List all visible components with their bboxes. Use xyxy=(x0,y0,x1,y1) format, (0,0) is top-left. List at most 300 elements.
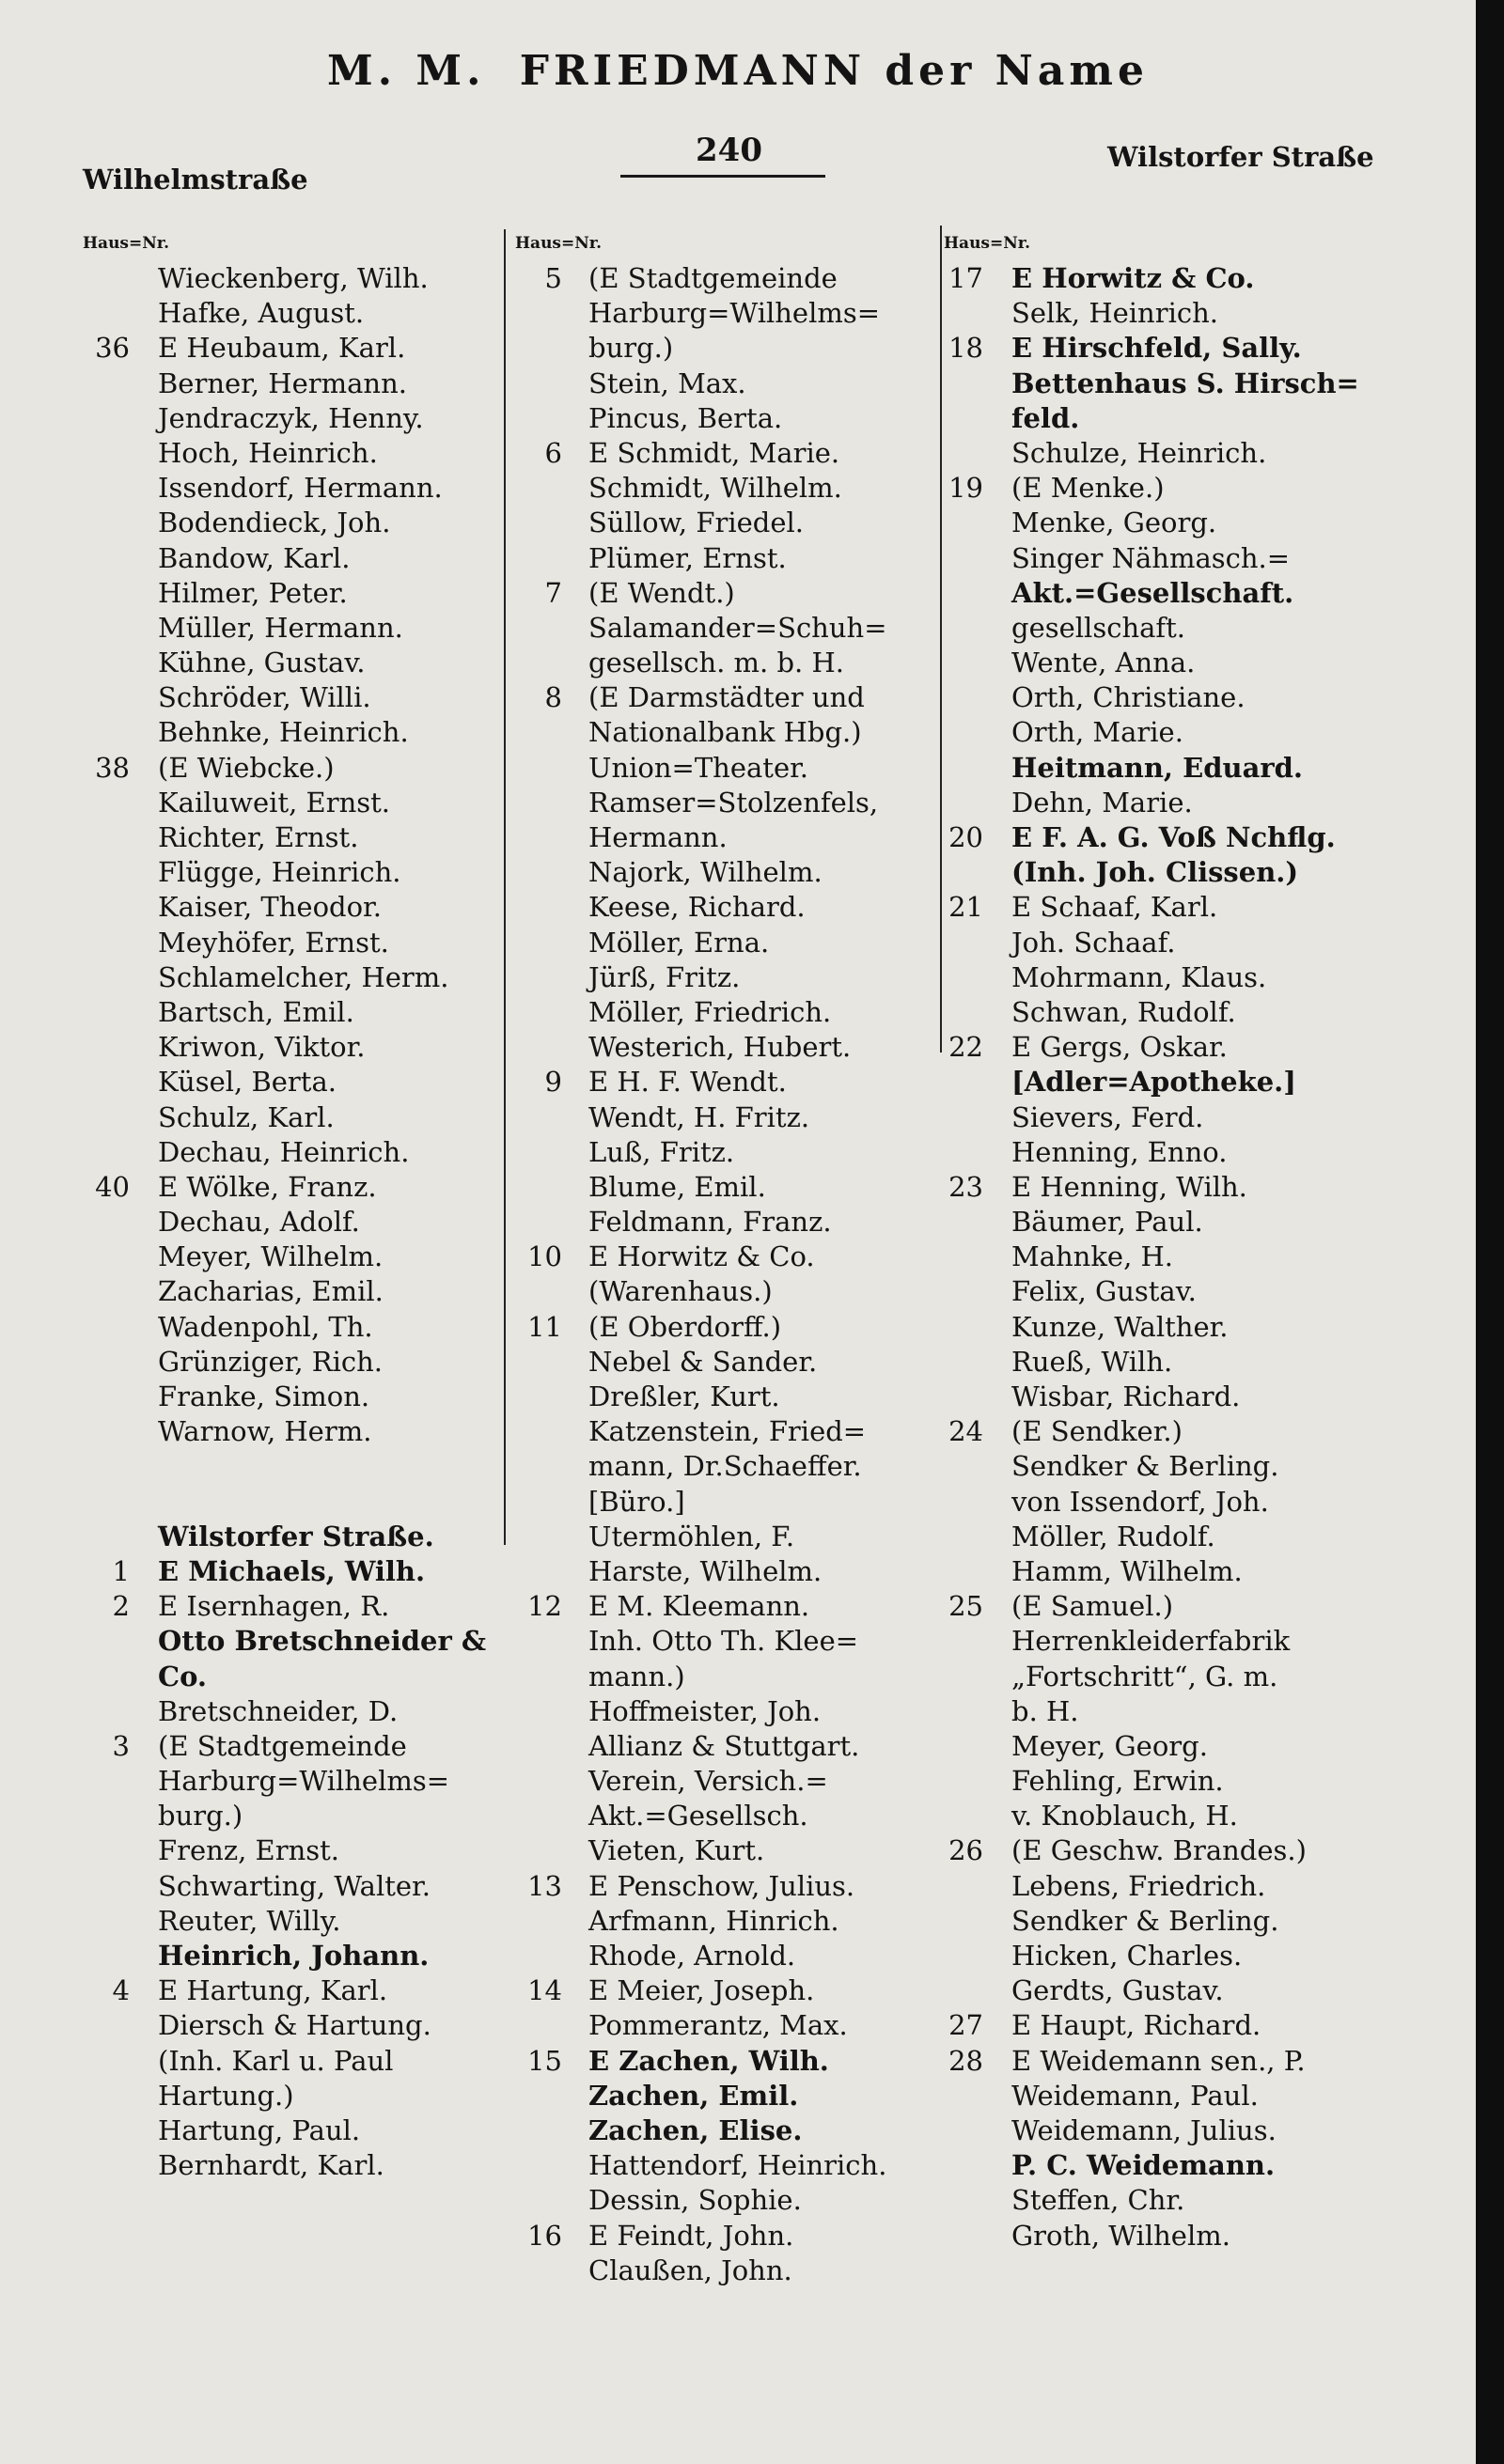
directory-entry xyxy=(944,331,1376,366)
resident-name: Dreßler, Kurt. xyxy=(588,1380,780,1412)
directory-entry xyxy=(83,1799,496,1833)
directory-entry xyxy=(83,1694,496,1729)
resident-name: Union=Theater. xyxy=(588,751,809,784)
directory-entry xyxy=(944,855,1376,890)
resident-name: Hattendorf, Heinrich. xyxy=(588,2149,887,2182)
directory-entry xyxy=(944,786,1376,820)
resident-name: Richter, Ernst. xyxy=(158,821,359,853)
directory-entry xyxy=(515,331,943,366)
directory-entry xyxy=(83,366,496,401)
resident-name: E Haupt, Richard. xyxy=(1011,2009,1261,2042)
directory-entry xyxy=(944,960,1376,995)
resident-name: E Isernhagen, R. xyxy=(158,1590,390,1623)
directory-entry xyxy=(944,1973,1376,2008)
directory-entry xyxy=(515,960,943,995)
directory-entry xyxy=(515,1135,943,1170)
directory-entry xyxy=(944,1624,1376,1659)
resident-name: Keese, Richard. xyxy=(588,891,806,924)
directory-entry xyxy=(944,751,1376,786)
resident-name: Frenz, Ernst. xyxy=(158,1834,340,1867)
directory-entry xyxy=(515,1729,943,1764)
resident-name: E M. Kleemann. xyxy=(588,1590,810,1623)
directory-entry xyxy=(515,1380,943,1414)
directory-entry xyxy=(944,2148,1376,2183)
directory-entry xyxy=(944,2044,1376,2079)
resident-name: E Michaels, Wilh. xyxy=(158,1554,426,1587)
directory-entry xyxy=(944,2113,1376,2148)
directory-entry xyxy=(515,1660,943,1694)
directory-entry xyxy=(944,2219,1376,2253)
directory-entry xyxy=(944,1170,1376,1205)
directory-entry xyxy=(83,1589,496,1624)
directory-entry xyxy=(83,715,496,750)
resident-name: Reuter, Willy. xyxy=(158,1904,341,1937)
resident-name: mann.) xyxy=(588,1660,685,1692)
house-number: 11 xyxy=(527,1310,562,1343)
directory-entry xyxy=(515,1345,943,1380)
directory-entry xyxy=(83,1485,496,1520)
directory-entry xyxy=(944,2008,1376,2043)
house-number: 9 xyxy=(544,1066,562,1099)
directory-entry xyxy=(83,820,496,855)
house-number: 17 xyxy=(948,262,983,294)
house-number: 20 xyxy=(948,821,983,853)
resident-name: E Hirschfeld, Sally. xyxy=(1011,332,1302,365)
resident-name: Jendraczyk, Henny. xyxy=(158,401,424,434)
directory-entry xyxy=(515,401,943,436)
resident-name: Schröder, Willi. xyxy=(158,681,371,714)
directory-entry xyxy=(944,541,1376,576)
resident-name: Heinrich, Johann. xyxy=(158,1940,430,1972)
house-number: 6 xyxy=(544,436,562,469)
directory-entry xyxy=(83,680,496,715)
resident-name: Arfmann, Hinrich. xyxy=(588,1904,839,1937)
directory-entry xyxy=(944,1589,1376,1624)
directory-entry xyxy=(944,261,1376,296)
house-number: 5 xyxy=(544,262,562,294)
resident-name: Katzenstein, Fried= xyxy=(588,1415,867,1448)
directory-entry xyxy=(83,1520,496,1554)
resident-name: Hilmer, Peter. xyxy=(158,576,348,609)
resident-name: Kühne, Gustav. xyxy=(158,647,366,679)
scan-edge xyxy=(1476,0,1504,2464)
directory-entry xyxy=(83,1764,496,1799)
directory-entry xyxy=(83,2148,496,2183)
resident-name: Warnow, Herm. xyxy=(158,1415,372,1448)
resident-name: Hicken, Charles. xyxy=(1011,1940,1243,1972)
directory-entry xyxy=(944,471,1376,506)
house-number: 8 xyxy=(544,681,562,714)
directory-entry xyxy=(944,2079,1376,2113)
directory-entry xyxy=(515,751,943,786)
resident-name: E Henning, Wilh. xyxy=(1011,1170,1247,1203)
directory-entry xyxy=(944,1135,1376,1170)
house-number: 16 xyxy=(527,2219,562,2252)
directory-entry xyxy=(83,541,496,576)
directory-entry xyxy=(83,436,496,471)
resident-name: Bäumer, Paul. xyxy=(1011,1206,1203,1239)
resident-name: E Horwitz & Co. xyxy=(588,1240,815,1273)
resident-name: Meyer, Wilhelm. xyxy=(158,1240,384,1273)
house-number: 19 xyxy=(948,472,983,505)
resident-name: Bandow, Karl. xyxy=(158,541,351,574)
resident-name: Plümer, Ernst. xyxy=(588,541,787,574)
resident-name: Pincus, Berta. xyxy=(588,401,783,434)
directory-entry xyxy=(515,1274,943,1309)
house-number: 3 xyxy=(112,1729,130,1762)
directory-entry xyxy=(944,366,1376,401)
resident-name: E Meier, Joseph. xyxy=(588,1974,815,2007)
resident-name: (E Wiebcke.) xyxy=(158,751,335,784)
directory-entry xyxy=(83,296,496,331)
directory-entry xyxy=(944,646,1376,680)
resident-name: Hoch, Heinrich. xyxy=(158,436,378,469)
directory-entry xyxy=(944,820,1376,855)
directory-entry xyxy=(515,2253,943,2288)
resident-name: Mahnke, H. xyxy=(1011,1240,1174,1273)
page-header xyxy=(0,47,1476,95)
resident-name: Stein, Max. xyxy=(588,366,746,399)
resident-name: Herrenkleiderfabrik xyxy=(1011,1625,1291,1658)
resident-name: (E Oberdorff.) xyxy=(588,1310,782,1343)
directory-entry xyxy=(944,1939,1376,1973)
directory-entry xyxy=(944,611,1376,646)
resident-name: Menke, Georg. xyxy=(1011,507,1217,539)
resident-name: Feldmann, Franz. xyxy=(588,1206,832,1239)
directory-entry xyxy=(83,1624,496,1659)
resident-name: Flügge, Heinrich. xyxy=(158,856,401,889)
resident-name: (E Samuel.) xyxy=(1011,1590,1174,1623)
house-number-header: Haus=Nr. xyxy=(515,234,603,253)
resident-name: Hoffmeister, Joh. xyxy=(588,1694,822,1727)
resident-name: E Wölke, Franz. xyxy=(158,1170,377,1203)
directory-entry xyxy=(944,1729,1376,1764)
directory-entry xyxy=(83,1414,496,1449)
directory-entry xyxy=(515,2008,943,2043)
directory-entry xyxy=(944,1799,1376,1833)
house-number: 26 xyxy=(948,1834,983,1867)
resident-name: E Heubaum, Karl. xyxy=(158,332,406,365)
directory-entry xyxy=(83,331,496,366)
directory-entry xyxy=(515,2044,943,2079)
directory-entry xyxy=(515,1799,943,1833)
directory-entry xyxy=(944,1274,1376,1309)
directory-entry xyxy=(944,1554,1376,1589)
directory-entry xyxy=(83,1869,496,1904)
resident-name: (E Sendker.) xyxy=(1011,1415,1183,1448)
resident-name: Hermann. xyxy=(588,821,728,853)
resident-name: v. Knoblauch, H. xyxy=(1011,1800,1238,1832)
resident-name: Kunze, Walther. xyxy=(1011,1310,1229,1343)
directory-entry xyxy=(83,995,496,1030)
directory-entry xyxy=(515,366,943,401)
resident-name: Orth, Marie. xyxy=(1011,716,1183,749)
directory-entry xyxy=(944,1764,1376,1799)
resident-name: Grünziger, Rich. xyxy=(158,1345,384,1378)
directory-entry xyxy=(944,1904,1376,1939)
house-number: 4 xyxy=(112,1974,130,2007)
directory-entry xyxy=(944,576,1376,611)
directory-entry xyxy=(83,1380,496,1414)
directory-entry xyxy=(515,1833,943,1868)
resident-name: Sievers, Ferd. xyxy=(1011,1100,1204,1133)
house-number: 27 xyxy=(948,2009,983,2042)
directory-entry xyxy=(83,1030,496,1065)
directory-entry xyxy=(515,1240,943,1274)
directory-entry xyxy=(515,1520,943,1554)
directory-entry xyxy=(83,1205,496,1240)
house-number: 23 xyxy=(948,1170,983,1203)
directory-entry xyxy=(944,1205,1376,1240)
resident-name: [Büro.] xyxy=(588,1485,685,1518)
house-number: 7 xyxy=(544,576,562,609)
resident-name: Henning, Enno. xyxy=(1011,1135,1228,1168)
directory-entry xyxy=(944,680,1376,715)
resident-name: E Weidemann sen., P. xyxy=(1011,2044,1306,2077)
resident-name: Hartung.) xyxy=(158,2079,294,2112)
resident-name: Mohrmann, Klaus. xyxy=(1011,960,1267,993)
directory-entry xyxy=(515,576,943,611)
resident-name: Möller, Erna. xyxy=(588,926,770,959)
directory-entry xyxy=(83,401,496,436)
directory-entry xyxy=(83,1345,496,1380)
resident-name: Hartung, Paul. xyxy=(158,2113,361,2146)
resident-name: Otto Bretschneider & xyxy=(158,1625,487,1658)
header-title: FRIEDMANN der Name xyxy=(519,47,1149,95)
directory-entry xyxy=(83,471,496,506)
resident-name: (E Wendt.) xyxy=(588,576,735,609)
directory-entry xyxy=(515,786,943,820)
directory-entry xyxy=(944,1869,1376,1904)
resident-name: Meyhöfer, Ernst. xyxy=(158,926,389,959)
directory-entry xyxy=(944,715,1376,750)
directory-entry xyxy=(83,786,496,820)
resident-name: Ramser=Stolzenfels, xyxy=(588,786,879,819)
directory-entry xyxy=(83,855,496,890)
resident-name: (Warenhaus.) xyxy=(588,1275,773,1308)
resident-name: Süllow, Friedel. xyxy=(588,507,805,539)
directory-entry xyxy=(83,506,496,540)
directory-entry xyxy=(944,401,1376,436)
directory-entry xyxy=(515,1449,943,1484)
directory-entry xyxy=(83,611,496,646)
resident-name: (E Darmstädter und xyxy=(588,681,865,714)
resident-name: Pommerantz, Max. xyxy=(588,2009,848,2042)
directory-entry xyxy=(83,1660,496,1694)
resident-name: Claußen, John. xyxy=(588,2253,792,2286)
directory-entry xyxy=(83,1449,496,1484)
resident-name: (E Menke.) xyxy=(1011,472,1165,505)
directory-entry xyxy=(515,1939,943,1973)
house-number: 15 xyxy=(527,2044,562,2077)
directory-entry xyxy=(83,1100,496,1135)
house-number: 12 xyxy=(527,1590,562,1623)
resident-name: Wadenpohl, Th. xyxy=(158,1310,373,1343)
directory-entry xyxy=(83,1310,496,1345)
resident-name: burg.) xyxy=(158,1800,243,1832)
resident-name: „Fortschritt“, G. m. xyxy=(1011,1660,1278,1692)
resident-name: gesellsch. m. b. H. xyxy=(588,647,845,679)
resident-name: Harburg=Wilhelms= xyxy=(588,297,881,330)
resident-name: Akt.=Gesellschaft. xyxy=(1011,576,1294,609)
resident-name: Fehling, Erwin. xyxy=(1011,1765,1224,1798)
house-number: 36 xyxy=(95,332,130,365)
resident-name: Zachen, Elise. xyxy=(588,2113,803,2146)
resident-name: E Zachen, Wilh. xyxy=(588,2044,829,2077)
resident-name: Nationalbank Hbg.) xyxy=(588,716,862,749)
directory-entry xyxy=(515,2079,943,2113)
resident-name: Jürß, Fritz. xyxy=(588,960,741,993)
directory-column-1 xyxy=(83,226,496,2183)
resident-name: E Penschow, Julius. xyxy=(588,1869,855,1902)
house-number: 10 xyxy=(527,1240,562,1273)
directory-entry xyxy=(944,995,1376,1030)
resident-name: Heitmann, Eduard. xyxy=(1011,751,1304,784)
directory-entry xyxy=(83,646,496,680)
running-street-left: Wilhelmstraße xyxy=(83,164,308,195)
directory-entry xyxy=(515,541,943,576)
resident-name: Dechau, Adolf. xyxy=(158,1206,360,1239)
directory-entry xyxy=(944,890,1376,925)
directory-entry xyxy=(944,1449,1376,1484)
house-number: 24 xyxy=(948,1415,983,1448)
directory-entry xyxy=(515,1100,943,1135)
house-number: 38 xyxy=(95,751,130,784)
resident-name: Hafke, August. xyxy=(158,297,365,330)
directory-entry xyxy=(83,2008,496,2043)
house-number: 22 xyxy=(948,1031,983,1064)
directory-entry xyxy=(83,1939,496,1973)
running-street-right: Wilstorfer Straße xyxy=(1107,141,1374,173)
resident-name: Orth, Christiane. xyxy=(1011,681,1246,714)
resident-name: Schulze, Heinrich. xyxy=(1011,436,1267,469)
resident-name: Blume, Emil. xyxy=(588,1170,766,1203)
resident-name: Schwarting, Walter. xyxy=(158,1869,431,1902)
directory-entry xyxy=(515,855,943,890)
directory-entry xyxy=(83,926,496,960)
directory-entry xyxy=(944,1100,1376,1135)
directory-entry xyxy=(83,751,496,786)
resident-name: Westerich, Hubert. xyxy=(588,1031,852,1064)
directory-entry xyxy=(83,576,496,611)
resident-name: Wilstorfer Straße. xyxy=(158,1520,434,1552)
resident-name: gesellschaft. xyxy=(1011,611,1186,644)
directory-entry xyxy=(944,296,1376,331)
directory-entry xyxy=(515,2183,943,2218)
house-number: 40 xyxy=(95,1170,130,1203)
directory-entry xyxy=(515,926,943,960)
house-number-header: Haus=Nr. xyxy=(944,234,1031,253)
resident-name: Möller, Friedrich. xyxy=(588,995,832,1028)
directory-entry xyxy=(944,436,1376,471)
directory-entry xyxy=(515,1205,943,1240)
resident-name: Schlamelcher, Herm. xyxy=(158,960,449,993)
directory-entry xyxy=(83,1274,496,1309)
resident-name: Hamm, Wilhelm. xyxy=(1011,1554,1243,1587)
directory-entry xyxy=(83,261,496,296)
directory-entry xyxy=(83,1170,496,1205)
resident-name: Lebens, Friedrich. xyxy=(1011,1869,1266,1902)
directory-entry xyxy=(515,1030,943,1065)
resident-name: (Inh. Joh. Clissen.) xyxy=(1011,856,1299,889)
directory-entry xyxy=(515,1904,943,1939)
directory-entry xyxy=(515,2219,943,2253)
resident-name: Allianz & Stuttgart. xyxy=(588,1729,860,1762)
house-number: 21 xyxy=(948,891,983,924)
resident-name: E Gergs, Oskar. xyxy=(1011,1031,1228,1064)
directory-entry xyxy=(83,1729,496,1764)
house-number: 13 xyxy=(527,1869,562,1902)
resident-name: Kriwon, Viktor. xyxy=(158,1031,366,1064)
directory-entry xyxy=(944,1414,1376,1449)
resident-name: Dehn, Marie. xyxy=(1011,786,1193,819)
resident-name: b. H. xyxy=(1011,1694,1079,1727)
resident-name: Harste, Wilhelm. xyxy=(588,1554,822,1587)
directory-entry xyxy=(515,611,943,646)
resident-name: von Issendorf, Joh. xyxy=(1011,1485,1269,1518)
resident-name: Joh. Schaaf. xyxy=(1011,926,1176,959)
resident-name: Schwan, Rudolf. xyxy=(1011,995,1236,1028)
resident-name: E Horwitz & Co. xyxy=(1011,262,1255,294)
resident-name: Steffen, Chr. xyxy=(1011,2184,1185,2217)
resident-name: P. C. Weidemann. xyxy=(1011,2149,1276,2182)
resident-name: Weidemann, Paul. xyxy=(1011,2079,1259,2112)
resident-name: Co. xyxy=(158,1660,208,1692)
directory-entry xyxy=(944,1833,1376,1868)
resident-name: Akt.=Gesellsch. xyxy=(588,1800,808,1832)
directory-entry xyxy=(515,2148,943,2183)
resident-name: E F. A. G. Voß Nchflg. xyxy=(1011,821,1336,853)
directory-entry xyxy=(944,1065,1376,1099)
directory-entry xyxy=(83,1973,496,2008)
directory-entry xyxy=(515,890,943,925)
resident-name: Sendker & Berling. xyxy=(1011,1450,1279,1483)
directory-entry xyxy=(515,820,943,855)
resident-name: mann, Dr.Schaeffer. xyxy=(588,1450,862,1483)
directory-entry xyxy=(83,890,496,925)
resident-name: [Adler=Apotheke.] xyxy=(1011,1066,1296,1099)
resident-name: (E Stadtgemeinde xyxy=(588,262,838,294)
directory-entry xyxy=(515,436,943,471)
resident-name: Schulz, Karl. xyxy=(158,1100,335,1133)
resident-name: Müller, Hermann. xyxy=(158,611,403,644)
resident-name: Bretschneider, D. xyxy=(158,1694,399,1727)
directory-entry xyxy=(515,1065,943,1099)
page-number: 240 xyxy=(696,132,762,169)
directory-entry xyxy=(83,2113,496,2148)
directory-entry xyxy=(515,1973,943,2008)
resident-name: Luß, Fritz. xyxy=(588,1135,735,1168)
resident-name: feld. xyxy=(1011,401,1080,434)
resident-name: Sendker & Berling. xyxy=(1011,1904,1279,1937)
directory-entry xyxy=(944,926,1376,960)
directory-entry xyxy=(944,1520,1376,1554)
directory-entry xyxy=(944,506,1376,540)
resident-name: (E Stadtgemeinde xyxy=(158,1729,407,1762)
directory-entry xyxy=(944,1345,1376,1380)
directory-entry xyxy=(515,1170,943,1205)
resident-name: Weidemann, Julius. xyxy=(1011,2113,1277,2146)
directory-entry xyxy=(515,261,943,296)
resident-name: E Schaaf, Karl. xyxy=(1011,891,1218,924)
directory-entry xyxy=(515,680,943,715)
resident-name: Inh. Otto Th. Klee= xyxy=(588,1625,859,1658)
resident-name: Utermöhlen, F. xyxy=(588,1520,795,1552)
page-number-rule xyxy=(620,175,825,178)
resident-name: Bartsch, Emil. xyxy=(158,995,354,1028)
directory-entry xyxy=(515,1764,943,1799)
resident-name: Rhode, Arnold. xyxy=(588,1940,796,1972)
